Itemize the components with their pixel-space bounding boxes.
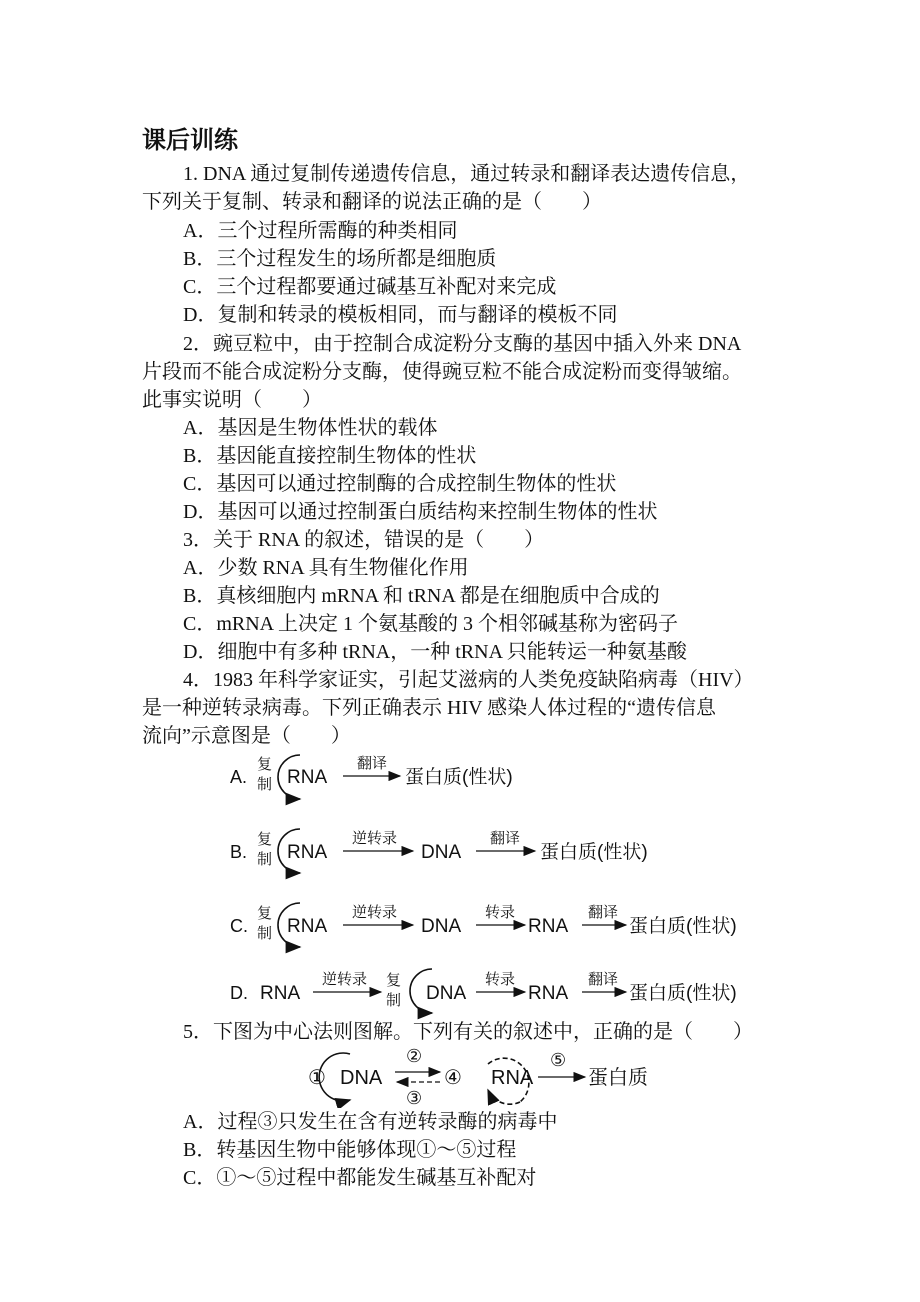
q4-diagram-d xyxy=(230,969,737,1013)
q4-b-protein: 蛋白质(性状) xyxy=(540,842,648,863)
q4-c-zhuanlu: 转录 xyxy=(485,904,516,921)
q4-d-zhi: 制 xyxy=(386,992,402,1009)
q4-d-rna-2: RNA xyxy=(528,983,569,1004)
q4-b-nizhuanlu: 逆转录 xyxy=(352,830,398,847)
q1-option-b: B．三个过程发生的场所都是细胞质 xyxy=(183,248,497,270)
q5-protein: 蛋白质 xyxy=(588,1067,648,1089)
q4-stem-line-1: 4．1983 年科学家证实，引起艾滋病的人类免疫缺陷病毒（HIV） xyxy=(183,669,754,691)
q5-num-2: ② xyxy=(406,1046,423,1066)
q5-option-c: C．①～⑤过程中都能发生碱基互补配对 xyxy=(183,1167,537,1189)
q2-option-b: B．基因能直接控制生物体的性状 xyxy=(183,445,477,467)
q4-flow-diagrams xyxy=(0,745,920,1020)
q4-d-dna: DNA xyxy=(426,983,467,1004)
q4-a-protein: 蛋白质(性状) xyxy=(405,767,513,788)
page-title: 课后训练 xyxy=(142,126,238,154)
q5-num-3: ③ xyxy=(406,1088,423,1108)
q2-stem-line-3: 此事实说明（ ） xyxy=(142,389,322,411)
q4-d-nizhuanlu: 逆转录 xyxy=(322,971,368,988)
q4-b-dna: DNA xyxy=(421,842,462,863)
q1-stem-line-2: 下列关于复制、转录和翻译的说法正确的是（ ） xyxy=(142,191,602,213)
q4-b-rna: RNA xyxy=(287,842,328,863)
q4-c-rna-2: RNA xyxy=(528,916,569,937)
q1-option-d: D．复制和转录的模板相同，而与翻译的模板不同 xyxy=(183,304,618,326)
q4-b-zhi: 制 xyxy=(257,851,273,868)
q3-option-d: D．细胞中有多种 tRNA，一种 tRNA 只能转运一种氨基酸 xyxy=(183,641,687,663)
q4-c-label: C. xyxy=(230,916,248,936)
q3-option-a: A．少数 RNA 具有生物催化作用 xyxy=(183,557,469,579)
q4-c-protein: 蛋白质(性状) xyxy=(629,916,737,937)
q4-c-zhi: 制 xyxy=(257,925,273,942)
q1-option-a: A．三个过程所需酶的种类相同 xyxy=(183,220,458,242)
q2-stem-line-1: 2．豌豆粒中，由于控制合成淀粉分支酶的基因中插入外来 DNA xyxy=(183,333,742,355)
q4-d-zhuanlu: 转录 xyxy=(485,971,516,988)
q4-b-fanyi: 翻译 xyxy=(490,830,521,847)
q5-stem-line-1: 5．下图为中心法则图解。下列有关的叙述中，正确的是（ ） xyxy=(183,1021,753,1043)
q2-option-a: A．基因是生物体性状的载体 xyxy=(183,417,438,439)
q4-stem-line-2: 是一种逆转录病毒。下列正确表示 HIV 感染人体过程的“遗传信息 xyxy=(142,697,717,719)
q4-c-fu: 复 xyxy=(257,905,273,922)
q4-c-nizhuanlu: 逆转录 xyxy=(352,904,398,921)
q2-option-d: D．基因可以通过控制蛋白质结构来控制生物体的性状 xyxy=(183,501,658,523)
q5-option-b: B．转基因生物中能够体现①～⑤过程 xyxy=(183,1139,517,1161)
q5-rna: RNA xyxy=(491,1067,534,1089)
q4-diagram-a xyxy=(230,755,513,799)
q2-option-c: C．基因可以通过控制酶的合成控制生物体的性状 xyxy=(183,473,617,495)
q4-c-rna: RNA xyxy=(287,916,328,937)
q5-central-dogma-diagram xyxy=(0,1044,920,1108)
q1-stem-line-1: 1. DNA 通过复制传递遗传信息，通过转录和翻译表达遗传信息， xyxy=(183,163,751,185)
q3-option-c: C．mRNA 上决定 1 个氨基酸的 3 个相邻碱基称为密码子 xyxy=(183,613,679,635)
q4-d-fanyi: 翻译 xyxy=(588,971,619,988)
q3-stem-line-1: 3．关于 RNA 的叙述，错误的是（ ） xyxy=(183,529,545,551)
q2-stem-line-2: 片段而不能合成淀粉分支酶，使得豌豆粒不能合成淀粉而变得皱缩。 xyxy=(142,361,742,383)
q5-num-5: ⑤ xyxy=(550,1050,567,1070)
q4-stem-line-3: 流向”示意图是（ ） xyxy=(142,725,351,747)
q3-option-b: B．真核细胞内 mRNA 和 tRNA 都是在细胞质中合成的 xyxy=(183,585,660,607)
q4-d-rna: RNA xyxy=(260,983,301,1004)
q5-num-1: ① xyxy=(308,1067,326,1089)
q5-dna: DNA xyxy=(340,1067,383,1089)
q4-diagram-c xyxy=(230,903,737,947)
q4-a-fanyi: 翻译 xyxy=(357,755,388,772)
q4-b-label: B. xyxy=(230,842,248,862)
q5-num-4: ④ xyxy=(444,1067,462,1089)
q4-c-fanyi: 翻译 xyxy=(588,904,619,921)
q4-b-fu: 复 xyxy=(257,831,273,848)
q4-a-zhi: 制 xyxy=(257,776,273,793)
q1-option-c: C．三个过程都要通过碱基互补配对来完成 xyxy=(183,276,557,298)
q4-d-label: D. xyxy=(230,983,248,1003)
q5-option-a: A．过程③只发生在含有逆转录酶的病毒中 xyxy=(183,1111,558,1133)
q4-a-rna: RNA xyxy=(287,767,328,788)
q4-d-protein: 蛋白质(性状) xyxy=(629,983,737,1004)
q4-a-fu: 复 xyxy=(257,756,273,773)
q4-a-label: A. xyxy=(230,767,248,787)
q4-c-dna: DNA xyxy=(421,916,462,937)
q4-d-fu: 复 xyxy=(386,972,402,989)
q4-diagram-b xyxy=(230,829,648,873)
